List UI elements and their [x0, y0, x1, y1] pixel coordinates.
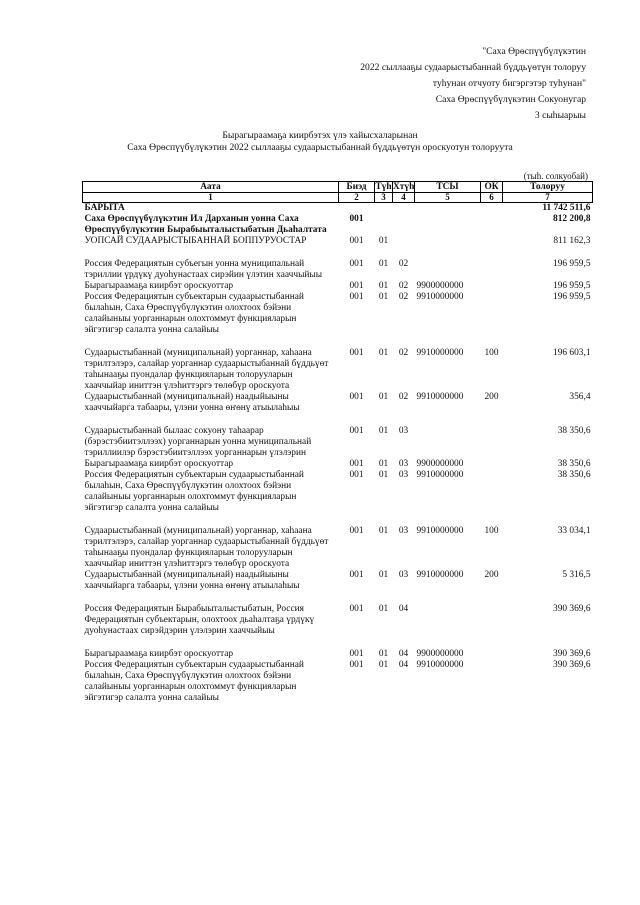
row-subsection-code: [393, 214, 415, 236]
row-name: Россия Федерациятын субъектарын судаарыстыбаннай былаһын, Саха Өрөспүүбүлүкэтин олохтоох бэйэни салайыныы уорганнарын олохтоммут функцияларын эйгэтигэр салалта уонна салайыы: [84, 470, 304, 513]
row-target-article: 9910000000: [416, 348, 464, 358]
col-number: 4: [393, 193, 415, 203]
row-section-code: 01: [378, 660, 389, 670]
row-section-code: [375, 203, 393, 215]
row-target-article: [415, 426, 481, 459]
row-name: Бырагыраамаҕа киирбэт ороскуоттар: [84, 459, 234, 469]
row-expense-type: [481, 660, 503, 704]
row-ved-code: 001: [349, 281, 364, 291]
row-subsection-code: 03: [398, 570, 409, 580]
row-target-article: [415, 214, 481, 236]
table-row: [83, 281, 593, 292]
row-expense-type: [481, 281, 503, 292]
row-target-article: 9900000000: [416, 459, 464, 469]
row-amount: 390 369,6: [553, 660, 591, 670]
row-amount: 5 316,5: [562, 570, 591, 580]
header-line: туһунан отчуоту бигэргэтэр туһунан": [432, 78, 586, 89]
row-amount: 196 959,5: [553, 281, 591, 291]
col-number: 2: [339, 193, 375, 203]
row-subsection-code: 03: [398, 459, 409, 469]
row-name: Россия Федерациятын субъектарын судаарыстыбаннай былаһын, Саха Өрөспүүбүлүкэтин олохтоох бэйэни салайыныы уорганнарын олохтоммут функцияларын эйгэтигэр салалта уонна салайыы: [84, 660, 304, 703]
col-header-csr: ТСЫ: [415, 182, 481, 193]
table-column-number-row: [83, 193, 593, 203]
row-amount: 11 742 511,6: [542, 203, 591, 213]
row-name: УОПСАЙ СУДААРЫСТЫБАННАЙ БОППУРУОСТАР: [84, 236, 307, 246]
row-section-code: 01: [378, 470, 389, 480]
row-spacer: [83, 247, 593, 259]
row-expense-type: 100: [484, 526, 499, 536]
col-header-rz: Түһ: [375, 182, 392, 192]
row-ved-code: 001: [349, 348, 364, 358]
row-target-article: 9910000000: [416, 660, 464, 670]
table-row: [83, 348, 593, 392]
row-spacer: [83, 592, 593, 604]
row-subsection-code: 04: [398, 604, 409, 614]
row-expense-type: 200: [484, 570, 499, 580]
row-target-article: [415, 203, 481, 215]
row-target-article: 9910000000: [416, 392, 464, 402]
row-amount: 390 369,6: [553, 604, 591, 614]
row-ved-code: 001: [349, 459, 364, 469]
row-section-code: 01: [378, 570, 389, 580]
row-amount: 196 959,5: [553, 292, 591, 302]
row-amount: 38 350,6: [557, 459, 591, 469]
row-expense-type: [481, 649, 503, 660]
row-target-article: 9900000000: [416, 281, 464, 291]
row-target-article: 9900000000: [416, 649, 464, 659]
row-section-code: 01: [378, 649, 389, 659]
table-row: [83, 392, 593, 414]
row-name: Судаарыстыбаннай (муниципальнай) уорганнар, хаһаана тэрилтэлэрэ, салайар уорганнар судаарыстыбаннай бүддьүөт таһынааҕы пуондалар функцияларын толорууларын хааччыйар иниттэн үлэһиттэргэ төлөбүр ороскуота: [84, 348, 329, 391]
header-line: 2022 сыллааҕы судаарыстыбаннай бүддьүөтүн толоруу: [360, 62, 586, 73]
row-expense-type: [481, 292, 503, 336]
unit-note: (тыһ. солкуобай): [523, 171, 588, 181]
table-row: [83, 236, 593, 247]
row-subsection-code: 03: [398, 470, 409, 480]
row-amount: 811 162,3: [553, 236, 591, 246]
row-spacer-cell: [83, 336, 593, 348]
row-expense-type: [481, 459, 503, 470]
col-header-prz: Хтүһ: [393, 182, 415, 192]
row-amount: 38 350,6: [557, 470, 591, 480]
row-subsection-code: [393, 203, 415, 215]
appendix-header: [286, 44, 586, 124]
row-name: Судаарыстыбаннай (муниципальнай) наадыйыыны хааччыйарга табаары, үлэни уонна өҥөнү атыылаһыы: [84, 392, 300, 413]
row-expense-type: [481, 470, 503, 514]
table-row: [83, 203, 593, 215]
col-number: 3: [375, 193, 393, 203]
row-name: БАРЫТА: [84, 203, 125, 213]
row-spacer-cell: [83, 637, 593, 649]
row-subsection-code: 04: [398, 660, 409, 670]
table-row: [83, 526, 593, 570]
row-subsection-code: 02: [398, 259, 409, 269]
row-section-code: [375, 214, 393, 236]
table-row: [83, 660, 593, 704]
document-title: [60, 130, 580, 154]
row-ved-code: 001: [349, 604, 364, 614]
row-name: Судаарыстыбаннай (муниципальнай) уорганнар, хаһаана тэрилтэлэрэ, салайар уорганнар судаарыстыбаннай бүддьүөт таһынааҕы пуондалар функцияларын толорууларын хааччыйар иниттэн үлэһиттэргэ төлөбүр ороскуота: [84, 526, 329, 569]
row-expense-type: [481, 236, 503, 247]
header-line: Саха Өрөспүүбүлүкэтин Сокуонугар: [435, 94, 586, 105]
row-subsection-code: 02: [398, 348, 409, 358]
row-target-article: [415, 604, 481, 637]
table-row: [83, 649, 593, 660]
row-amount: 196 603,1: [553, 348, 591, 358]
row-expense-type: [481, 604, 503, 637]
row-name: Бырагыраамаҕа киирбэт ороскуоттар: [84, 649, 234, 659]
row-section-code: 01: [378, 292, 389, 302]
col-number: 6: [481, 193, 503, 203]
header-line: 3 сыһыарыы: [534, 110, 586, 121]
row-ved-code: 001: [349, 259, 364, 269]
row-target-article: [415, 236, 481, 247]
row-ved-code: 001: [349, 660, 364, 670]
table-row: [83, 292, 593, 336]
row-expense-type: [481, 214, 503, 236]
row-subsection-code: 04: [398, 649, 409, 659]
row-subsection-code: 03: [398, 426, 409, 436]
table-body: [83, 203, 593, 705]
row-amount: 196 959,5: [553, 259, 591, 269]
row-ved-code: 001: [349, 526, 364, 536]
row-section-code: 01: [378, 348, 389, 358]
row-expense-type: 200: [484, 392, 499, 402]
row-subsection-code: [393, 236, 415, 247]
row-spacer-cell: [83, 247, 593, 259]
table-row: [83, 470, 593, 514]
row-section-code: 01: [378, 459, 389, 469]
table-row: [83, 459, 593, 470]
col-header-ved: Биэд: [339, 182, 375, 193]
row-expense-type: [481, 259, 503, 281]
col-number: 1: [83, 193, 339, 203]
row-name: Россия Федерациятын субъегын уонна муниципальнай тэриллии үрдүкү дуоһунастаах сирэйин үлэтин хааччыйыы: [84, 259, 323, 280]
row-section-code: 01: [378, 426, 389, 436]
col-header-name: Аата: [83, 182, 339, 193]
row-ved-code: 001: [349, 470, 364, 480]
table-row: [83, 259, 593, 281]
budget-table: [82, 181, 593, 704]
row-section-code: 01: [378, 392, 389, 402]
row-expense-type: [481, 426, 503, 459]
row-spacer: [83, 514, 593, 526]
row-target-article: 9910000000: [416, 292, 464, 302]
table-row: [83, 604, 593, 637]
row-spacer: [83, 637, 593, 649]
title-line-2: Саха Өрөспүүбүлүкэтин 2022 сыллааҕы судаарыстыбаннай бүддьүөтүн ороскуотун толоруута: [127, 142, 513, 153]
row-ved-code: 001: [349, 236, 364, 246]
row-spacer-cell: [83, 592, 593, 604]
row-section-code: 01: [378, 236, 389, 246]
row-expense-type: 100: [484, 348, 499, 358]
col-number: 5: [415, 193, 481, 203]
table-header-row: [83, 182, 593, 193]
row-ved-code: 001: [349, 649, 364, 659]
row-spacer-cell: [83, 414, 593, 426]
row-ved-code: 001: [349, 426, 364, 436]
row-spacer-cell: [83, 514, 593, 526]
table-row: [83, 426, 593, 459]
row-amount: 390 369,6: [553, 649, 591, 659]
row-amount: 812 200,8: [553, 214, 591, 224]
row-subsection-code: 02: [398, 281, 409, 291]
row-amount: 33 034,1: [557, 526, 591, 536]
row-amount: 356,4: [569, 392, 591, 402]
row-ved-code: 001: [349, 214, 364, 224]
row-ved-code: [339, 203, 375, 215]
col-header-vr: ОК: [481, 182, 503, 193]
row-target-article: 9910000000: [416, 526, 464, 536]
row-target-article: [415, 259, 481, 281]
title-line-1: Бырагыраамаҕа киирбэтэх үлэ хайысхаларынан: [222, 130, 418, 141]
row-spacer: [83, 336, 593, 348]
row-section-code: 01: [378, 259, 389, 269]
row-section-code: 01: [378, 604, 389, 614]
row-ved-code: 001: [349, 392, 364, 402]
row-subsection-code: 03: [398, 526, 409, 536]
row-target-article: 9910000000: [416, 570, 464, 580]
row-subsection-code: 02: [398, 392, 409, 402]
row-ved-code: 001: [349, 570, 364, 580]
row-name: Судаарыстыбаннай (муниципальнай) наадыйыыны хааччыйарга табаары, үлэни уонна өҥөнү атыылаһыы: [84, 570, 300, 591]
row-spacer: [83, 414, 593, 426]
row-section-code: 01: [378, 281, 389, 291]
row-subsection-code: 02: [398, 292, 409, 302]
row-name: Саха Өрөспүүбүлүкэтин Ил Дарханын уонна Саха Өрөспүүбүлүкэтин Бырабыыталыстыбатын Дьаһалтата: [84, 214, 327, 235]
row-ved-code: 001: [349, 292, 364, 302]
table-row: [83, 570, 593, 592]
row-target-article: 9910000000: [416, 470, 464, 480]
row-amount: 38 350,6: [557, 426, 591, 436]
row-name: Россия Федерациятын субъектарын судаарыстыбаннай былаһын, Саха Өрөспүүбүлүкэтин олохтоох бэйэни салайыныы уорганнарын олохтоммут функцияларын эйгэтигэр салалта уонна салайыы: [84, 292, 304, 335]
header-line: "Саха Өрөспүүбүлүкэтин: [482, 46, 586, 57]
row-name: Судаарыстыбаннай былаас сокуону таһаарар (бэрэстэбиитэллээх) уорганнарын уонна муниципальнай тэриллиилэр бэрэстэбиитэллээх уорганнарын үлэлэрин: [84, 426, 312, 458]
row-name: Бырагыраамаҕа киирбэт ороскуоттар: [84, 281, 234, 291]
col-header-amount: Толоруу: [503, 182, 593, 193]
row-section-code: 01: [378, 526, 389, 536]
table-row: [83, 214, 593, 236]
row-expense-type: [481, 203, 503, 215]
col-number: 7: [503, 193, 593, 203]
row-name: Россия Федерациятын Бырабыыталыстыбатын, Россия Федерациятын субъектарын, олохтоох дьаһалтаҕа үрдүкү дуоһунастаах сирэйдэрин үлэлэрин хааччыйыы: [84, 604, 315, 636]
